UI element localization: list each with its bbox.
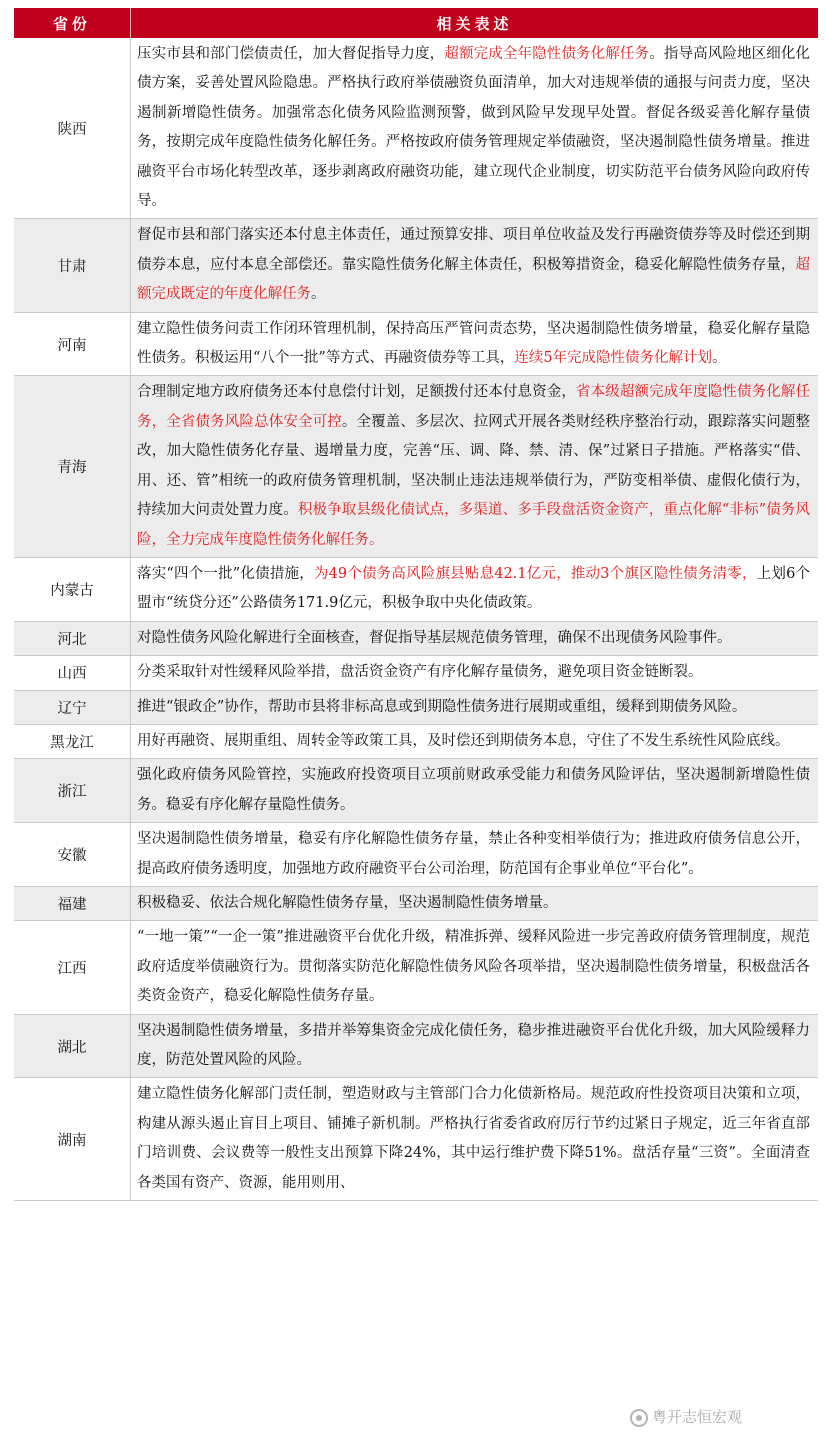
province-cell: 甘肃: [14, 219, 131, 312]
description-text: 。指导高风险地区细化化债方案，妥善处置风险隐患。严格执行政府举债融资负面清单，加大对违规举债的通报与问责力度，坚决遏制新增隐性债务。加强常态化债务风险监测预警，做到风险早发现早处置。督促各级妥善化解存量债务，按期完成年度隐性债务化解任务。严格按政府债务管理规定举债融资，坚决遏制隐性债务增量。推进融资平台市场化转型改革，逐步剥离政府融资功能，建立现代企业制度，切实防范平台债务风险向政府传导。: [137, 46, 811, 210]
description-text: 落实“四个一批”化债措施，: [137, 565, 314, 582]
province-cell: 青海: [14, 376, 131, 557]
province-cell: 安徽: [14, 823, 131, 887]
highlighted-text: 超额完成既定的年度化解任务: [137, 256, 810, 303]
description-text: 。: [712, 350, 727, 367]
description-cell: [131, 219, 819, 312]
table-row: [14, 759, 818, 823]
description-cell: [131, 38, 819, 219]
province-cell: 湖北: [14, 1014, 131, 1078]
province-cell: 山西: [14, 656, 131, 690]
description-text: 对隐性债务风险化解进行全面核查，督促指导基层规范债务管理，确保不出现债务风险事件。: [137, 629, 732, 646]
description-text: 坚决遏制隐性债务增量，多措并举筹集资金完成化债任务，稳步推进融资平台优化升级，加大风险缓释力度，防范处置风险的风险。: [137, 1022, 810, 1068]
table-row: [14, 557, 818, 621]
province-cell: 黑龙江: [14, 724, 131, 758]
description-cell: [131, 759, 819, 823]
description-text: 推进“银政企”协作，帮助市县将非标高息或到期隐性债务进行展期或重组，缓释到期债务风险。: [137, 698, 747, 715]
table-row: [14, 1014, 818, 1078]
description-cell: [131, 921, 819, 1014]
province-cell: 辽宁: [14, 690, 131, 724]
table-body: [14, 38, 818, 1201]
table-row: [14, 312, 818, 376]
table-row: [14, 376, 818, 557]
province-cell: 陕西: [14, 38, 131, 219]
description-cell: [131, 690, 819, 724]
description-cell: [131, 1014, 819, 1078]
table-row: [14, 823, 818, 887]
table-row: [14, 690, 818, 724]
highlighted-text: 省本级超额完成年度隐性债务化解任务，全省债务风险总体安全可控: [137, 384, 810, 430]
province-cell: 福建: [14, 886, 131, 920]
description-cell: [131, 656, 819, 690]
description-text: 建立隐性债务问责工作闭环管理机制，保持高压严管问责态势，坚决遏制隐性债务增量，稳妥化解存量隐性债务。积极运用“八个一批”等方式、再融资债券等工具，: [137, 320, 810, 367]
description-cell: [131, 312, 819, 376]
description-text: “一地一策”“一企一策”推进融资平台优化升级，精准拆弹、缓释风险进一步完善政府债务管理制度，规范政府适度举债融资行为。贯彻落实防范化解隐性债务风险各项举措，坚决遏制隐性债务增量，积极盘活各类资金资产，稳妥化解隐性债务存量。: [137, 929, 810, 1005]
table-row: [14, 38, 818, 219]
highlighted-text: 为49个债务高风险旗县贴息42.1亿元，推动3个旗区隐性债务清零，: [313, 565, 757, 582]
table-row: [14, 724, 818, 758]
description-cell: [131, 886, 819, 920]
description-text: 。: [311, 286, 326, 303]
province-cell: 内蒙古: [14, 557, 131, 621]
description-text: 用好再融资、展期重组、周转金等政策工具，及时偿还到期债务本息，守住了不发生系统性风险底线。: [137, 732, 790, 749]
description-text: 分类采取针对性缓释风险举措，盘活资金资产有序化解存量债务，避免项目资金链断裂。: [137, 664, 703, 681]
table-row: [14, 886, 818, 920]
highlighted-text: 连续5年完成隐性债务化解计划: [514, 350, 713, 367]
description-text: 压实市县和部门偿债责任，加大督促指导力度，: [137, 46, 445, 62]
table-row: [14, 219, 818, 312]
description-cell: [131, 724, 819, 758]
table-row: [14, 656, 818, 690]
description-cell: [131, 376, 819, 557]
province-cell: 浙江: [14, 759, 131, 823]
watermark-text: 粤开志恒宏观: [652, 1408, 743, 1426]
watermark: [630, 1406, 742, 1427]
province-cell: 河南: [14, 312, 131, 376]
description-cell: [131, 557, 819, 621]
description-text: 上划6个盟市“统贷分还”公路债务171.9亿元，积极争取中央化债政策。: [137, 565, 810, 612]
highlighted-text: 超额完成全年隐性债务化解任务: [444, 46, 650, 62]
policy-table: [14, 8, 818, 1201]
header-description: 相关表述: [131, 8, 819, 38]
header-row: [14, 8, 818, 38]
province-cell: 河北: [14, 621, 131, 655]
table-row: [14, 921, 818, 1014]
description-cell: [131, 823, 819, 887]
table-row: [14, 621, 818, 655]
description-text: 建立隐性债务化解部门责任制，塑造财政与主管部门合力化债新格局。规范政府性投资项目决策和立项，构建从源头遏止盲目上项目、铺摊子新机制。严格执行省委省政府厉行节约过紧日子规定，近三年省直部门培训费、会议费等一般性支出预算下降24%，其中运行维护费下降51%。盘活存量“三资”。全面清查各类国有资产、资源，能用则用、: [137, 1086, 810, 1191]
description-text: 坚决遏制隐性债务增量，稳妥有序化解隐性债务存量，禁止各种变相举债行为；推进政府债务信息公开，提高政府债务透明度，加强地方政府融资平台公司治理，防范国有企事业单位“平台化”。: [137, 831, 810, 877]
description-text: 强化政府债务风险管控，实施政府投资项目立项前财政承受能力和债务风险评估，坚决遏制新增隐性债务。稳妥有序化解存量隐性债务。: [137, 767, 810, 813]
header-province: 省份: [14, 8, 131, 38]
highlighted-text: 积极争取县级化债试点，多渠道、多手段盘活资金资产，重点化解“非标”债务风险，全力完成年度隐性债务化解任务。: [137, 502, 810, 548]
description-cell: [131, 621, 819, 655]
table-row: [14, 1078, 818, 1201]
description-text: 积极稳妥、依法合规化解隐性债务存量，坚决遏制隐性债务增量。: [137, 894, 558, 911]
description-text: 。全覆盖、多层次、拉网式开展各类财经秩序整治行动，跟踪落实问题整改，加大隐性债务化存量、遏增量力度，完善“压、调、降、禁、清、保”过紧日子措施。严格落实“借、用、还、管”相统一的政府债务管理机制，坚决制止违法违规举债行为，严防变相举债、虚假化债行为，持续加大问责处置力度。: [137, 413, 811, 519]
description-text: 合理制定地方政府债务还本付息偿付计划，足额拨付还本付息资金，: [137, 384, 576, 401]
description-text: 督促市县和部门落实还本付息主体责任，通过预算安排、项目单位收益及发行再融资债券等及时偿还到期债券本息，应付本息全部偿还。靠实隐性债务化解主体责任，积极筹措资金，稳妥化解隐性债务存量，: [137, 227, 810, 273]
province-cell: 江西: [14, 921, 131, 1014]
description-cell: [131, 1078, 819, 1201]
province-cell: 湖南: [14, 1078, 131, 1201]
wechat-icon: [630, 1409, 648, 1427]
